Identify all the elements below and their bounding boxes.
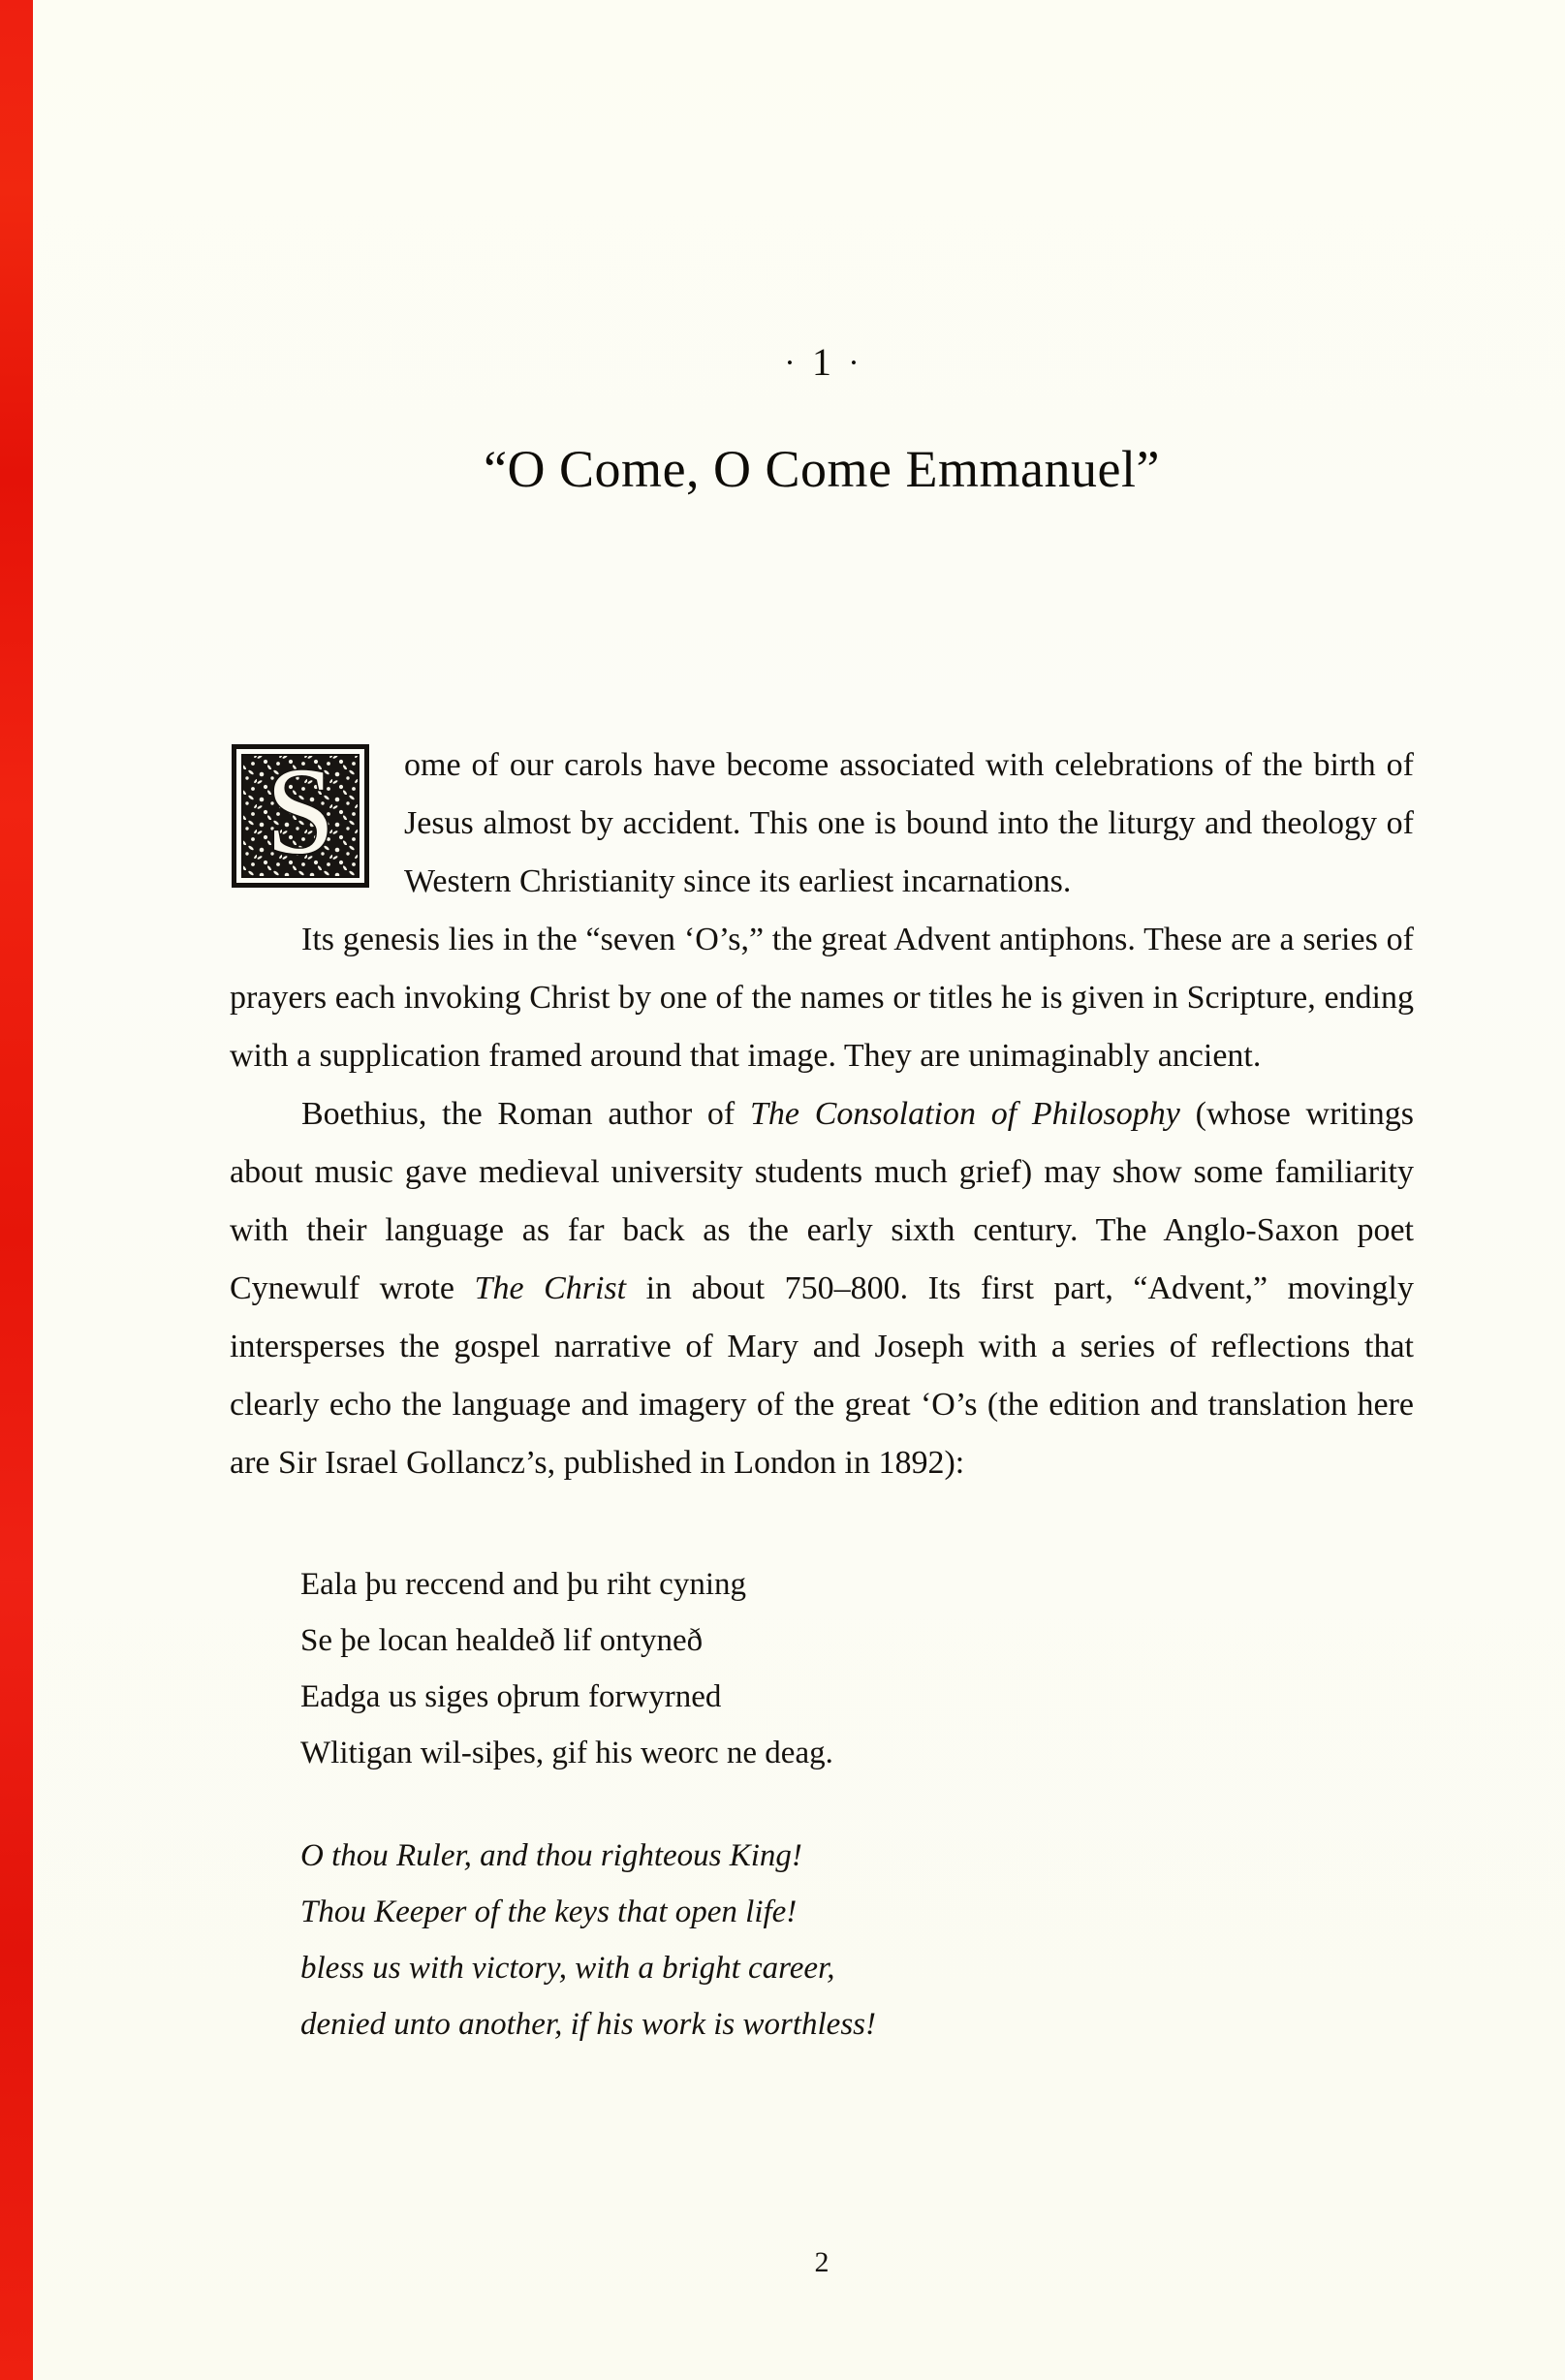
- verse-line: bless us with victory, with a bright career,: [300, 1951, 835, 1986]
- dropcap-initial-ornament: [232, 744, 369, 888]
- verse-line: Thou Keeper of the keys that open life!: [300, 1895, 798, 1929]
- verse-line: Eadga us siges oþrum forwyrned: [300, 1679, 722, 1714]
- verse-line: Eala þu reccend and þu riht cyning: [300, 1567, 746, 1602]
- verse-line: O thou Ruler, and thou righteous King!: [300, 1838, 802, 1873]
- old-english-verse: [300, 1556, 1414, 1781]
- bullet-ornament: •: [851, 353, 857, 372]
- bullet-ornament: •: [787, 353, 793, 372]
- opening-paragraph-text: ome of our carols have become associated with celebrations of the birth of Jesus almost by accident. This one is bound into the liturgy and theology of Western Christianity since its earliest incarnations.: [404, 747, 1414, 899]
- verse-line: denied unto another, if his work is worthless!: [300, 2007, 876, 2042]
- chapter-title: “O Come, O Come Emmanuel”: [484, 440, 1160, 498]
- dropcap-letter: S: [266, 744, 335, 880]
- opening-paragraph: [230, 736, 1414, 911]
- page-content: [230, 0, 1414, 2052]
- chapter-number: 1: [812, 340, 831, 384]
- verse-line: Wlitigan wil-siþes, gif his weorc ne deag.: [300, 1736, 833, 1770]
- verse-line: Se þe locan healdeð lif ontyneð: [300, 1623, 704, 1658]
- book-spine-edge: [0, 0, 33, 2380]
- page-number: 2: [814, 2246, 829, 2278]
- paragraph-boethius: Boethius, the Roman author of The Consolation of Philosophy (whose writings about music gave medieval university students much grief) may show some familiarity with their language as far back as the early sixth century. The Anglo-Saxon poet Cynewulf wrote The Christ in about 750–800. Its first part, “Advent,” movingly intersperses the gospel narrative of Mary and Joseph with a series of reflections that clearly echo the language and imagery of the great ‘O’s (the edition and translation here are Sir Israel Gollancz’s, published in London in 1892):: [230, 1096, 1415, 1481]
- chapter-body: [230, 736, 1414, 2052]
- paragraph-antiphons: Its genesis lies in the “seven ‘O’s,” the great Advent antiphons. These are a series of prayers each invoking Christ by one of the names or titles he is given in Scripture, ending with a supplication framed around that image. They are unimaginably ancient.: [230, 922, 1414, 1074]
- translation-verse: [300, 1828, 1414, 2052]
- chapter-number-marker: [230, 341, 1414, 384]
